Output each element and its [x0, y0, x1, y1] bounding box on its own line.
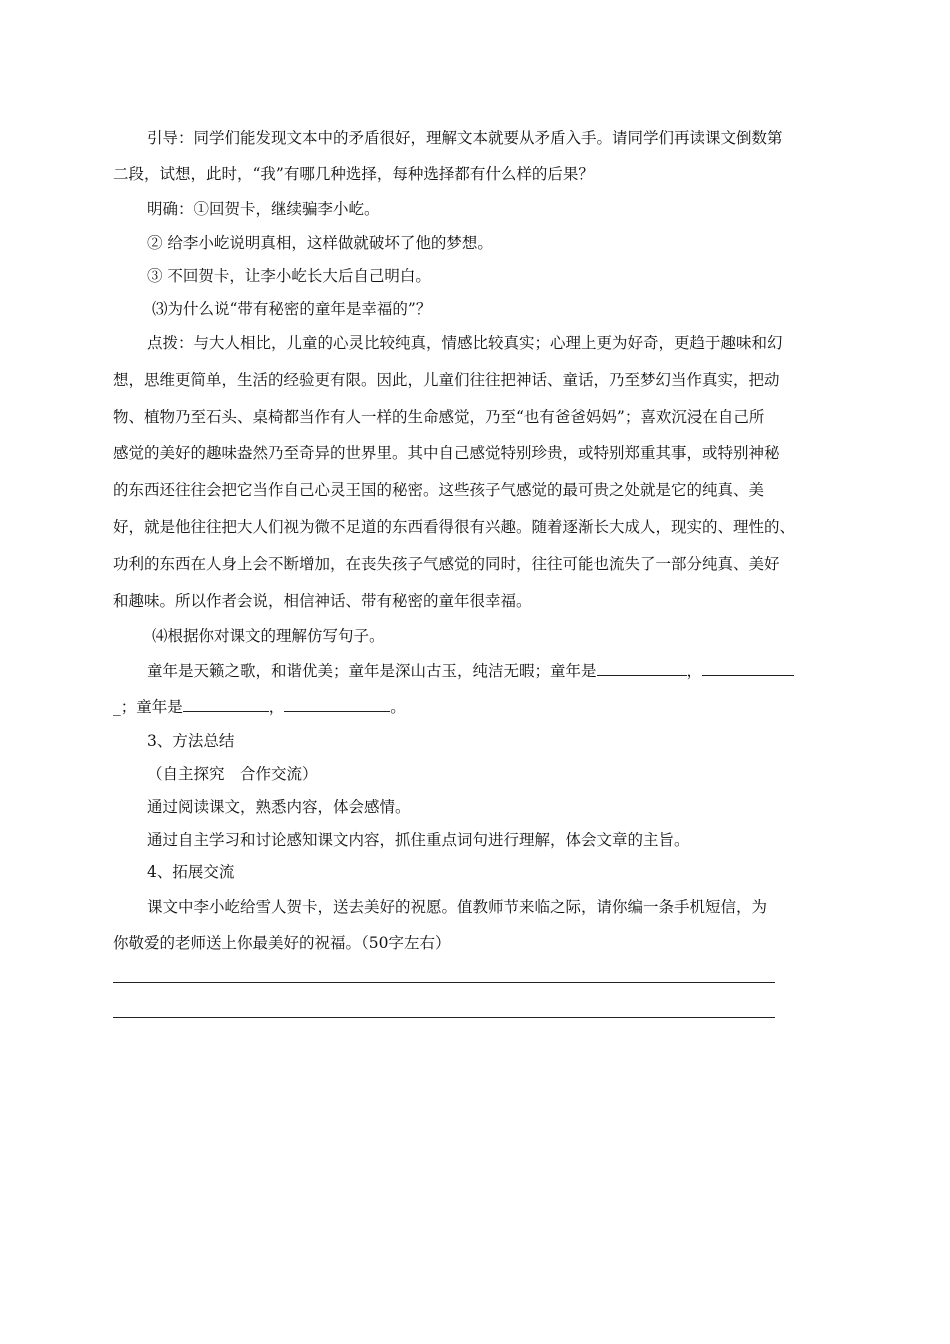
- writing-line-2[interactable]: [113, 1017, 775, 1018]
- hint-paragraph-line-8: 和趣味。所以作者会说，相信神话、带有秘密的童年很幸福。: [113, 592, 532, 610]
- comma-2: ，: [268, 698, 285, 716]
- comma-1: ，: [686, 662, 703, 680]
- section-3-subheading: （自主探究 合作交流）: [147, 765, 318, 783]
- hint-paragraph-line-3: 物、植物乃至石头、桌椅都当作有人一样的生命感觉，乃至“也有爸爸妈妈”；喜欢沉浸在自己所: [113, 408, 765, 426]
- answer-blank-1[interactable]: [597, 660, 687, 676]
- extension-paragraph-line-2: 你敬爱的老师送上你最美好的祝福。（50字左右）: [113, 934, 451, 952]
- guide-paragraph-line-2: 二段，试想，此时，“我”有哪几种选择，每种选择都有什么样的后果？: [113, 165, 594, 183]
- period: 。: [390, 698, 406, 716]
- writing-line-1[interactable]: [113, 982, 775, 983]
- method-line-1: 通过阅读课文，熟悉内容，体会感情。: [147, 798, 411, 816]
- option-2-line: ② 给李小屹说明真相，这样做就破坏了他的梦想。: [147, 234, 493, 252]
- answer-blank-3[interactable]: [183, 696, 269, 712]
- method-line-2: 通过自主学习和讨论感知课文内容，抓住重点词句进行理解，体会文章的主旨。: [147, 831, 690, 849]
- hint-paragraph-line-4: 感觉的美好的趣味盎然乃至奇异的世界里。其中自己感觉特别珍贵，或特别郑重其事，或特别神秘: [113, 444, 780, 462]
- imitation-sentence-line-1: [147, 660, 794, 681]
- section-3-heading: 3、方法总结: [147, 732, 235, 750]
- answer-blank-4[interactable]: [284, 696, 390, 712]
- imitation-text-1: 童年是天籁之歌，和谐优美；童年是深山古玉，纯洁无暇；童年是: [147, 662, 597, 680]
- imitation-text-2: _；童年是: [113, 698, 183, 716]
- guide-paragraph-line-1: 引导：同学们能发现文本中的矛盾很好，理解文本就要从矛盾入手。请同学们再读课文倒数第: [147, 129, 783, 147]
- imitation-sentence-line-2: [113, 696, 406, 717]
- hint-paragraph-line-7: 功利的东西在人身上会不断增加，在丧失孩子气感觉的同时，往往可能也流失了一部分纯真、美好: [113, 555, 780, 573]
- answer-blank-2[interactable]: [702, 660, 794, 676]
- extension-paragraph-line-1: 课文中李小屹给雪人贺卡，送去美好的祝愿。值教师节来临之际，请你编一条手机短信，为: [147, 898, 768, 916]
- option-3-line: ③ 不回贺卡，让李小屹长大后自己明白。: [147, 267, 431, 285]
- hint-paragraph-line-5: 的东西还往往会把它当作自己心灵王国的秘密。这些孩子气感觉的最可贵之处就是它的纯真、美: [113, 481, 765, 499]
- hint-paragraph-line-6: 好，就是他往往把大人们视为微不足道的东西看得很有兴趣。随着逐渐长大成人，现实的、理性的、: [113, 518, 796, 536]
- question-4-line: ⑷根据你对课文的理解仿写句子。: [152, 627, 385, 645]
- hint-paragraph-line-1: 点拨：与大人相比，儿童的心灵比较纯真，情感比较真实；心理上更为好奇，更趋于趣味和幻: [147, 334, 783, 352]
- question-3-line: ⑶为什么说“带有秘密的童年是幸福的”？: [152, 300, 432, 318]
- section-4-heading: 4、拓展交流: [147, 863, 235, 881]
- hint-paragraph-line-2: 想，思维更简单，生活的经验更有限。因此，儿童们往往把神话、童话，乃至梦幻当作真实，把动: [113, 371, 780, 389]
- clarify-line: 明确：①回贺卡，继续骗李小屹。: [147, 200, 380, 218]
